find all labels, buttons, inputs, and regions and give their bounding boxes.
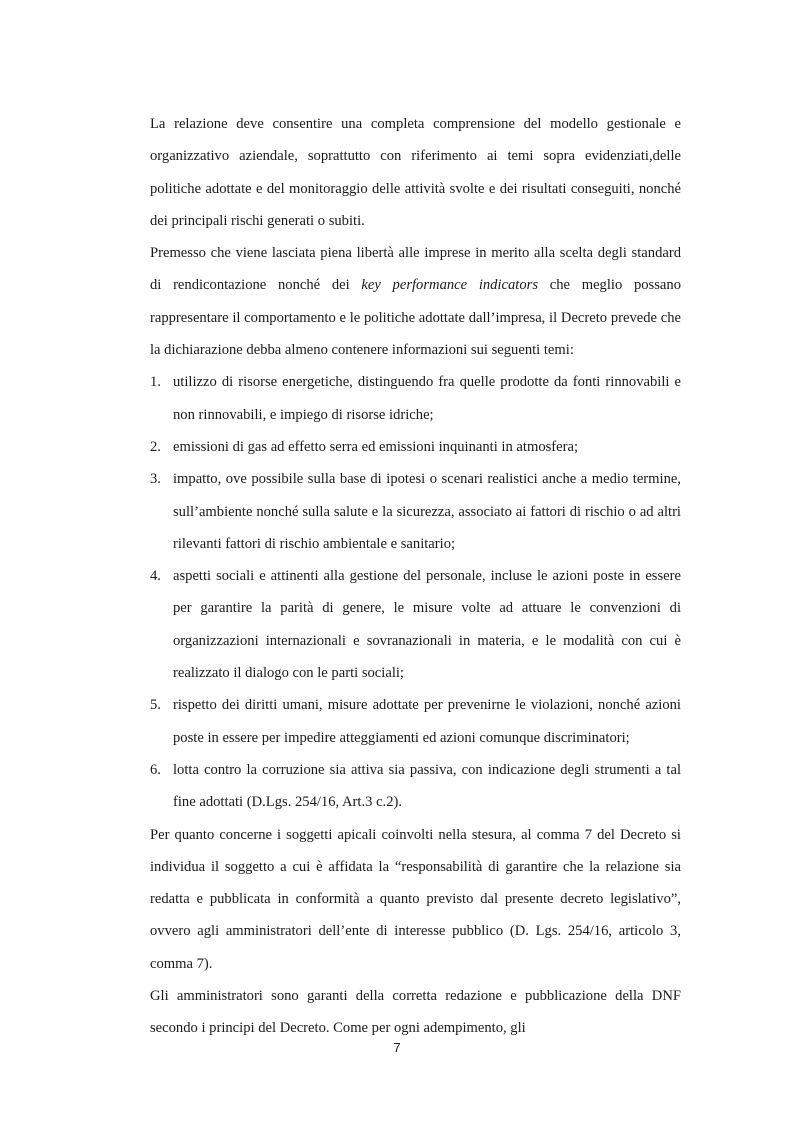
list-item-number: 4. xyxy=(150,568,161,585)
list-item-number: 5. xyxy=(150,697,161,714)
premise-text-start: Premesso che viene lasciata piena libertà alle imprese in merito alla scelta degli standard di rendicontazione nonché dei xyxy=(150,245,681,294)
list-item xyxy=(150,754,681,819)
paragraph-intro: La relazione deve consentire una completa comprensione del modello gestionale e organizzativo aziendale, soprattutto con riferimento ai temi sopra evidenziati,delle politiche adottate e del monitoraggio delle attività svolte e dei risultati conseguiti, nonché dei principali rischi generati o subiti. xyxy=(150,116,681,229)
list-item-text: lotta contro la corruzione sia attiva sia passiva, con indicazione degli strumenti a tal fine adottati (D.Lgs. 254/16, Art.3 c.2). xyxy=(173,761,681,811)
list-item xyxy=(150,366,681,431)
list-item-text: impatto, ove possibile sulla base di ipotesi o scenari realistici anche a medio termine, sull’ambiente nonché sulla salute e la sicurezza, associato ai fattori di rischio o ad altri rilevanti fattori di rischio ambientale e sanitario; xyxy=(173,471,681,552)
paragraph-premise xyxy=(150,237,681,366)
list-item-number: 2. xyxy=(150,438,161,455)
paragraph-apical-subjects: Per quanto concerne i soggetti apicali coinvolti nella stesura, al comma 7 del Decreto si individua il soggetto a cui è affidata la “responsabilità di garantire che la relazione sia redatta e pubblicata in conformità a quanto previsto dal presente decreto legislativo”, ovvero agli amministratori dell’ente di interesse pubblico (D. Lgs. 254/16, articolo 3, comma 7). xyxy=(150,826,681,972)
list-item-text: utilizzo di risorse energetiche, distinguendo fra quelle prodotte da fonti rinnovabili e non rinnovabili, e impiego di risorse idriche; xyxy=(173,374,681,423)
list-item-text: emissioni di gas ad effetto serra ed emissioni inquinanti in atmosfera; xyxy=(173,438,579,455)
paragraph-administrators: Gli amministratori sono garanti della corretta redazione e pubblicazione della DNF secondo i principi del Decreto. Come per ogni adempimento, gli xyxy=(150,988,681,1037)
list-item-number: 3. xyxy=(150,471,161,488)
list-item-number: 6. xyxy=(150,761,161,778)
list-item xyxy=(150,431,681,463)
list-item-text: aspetti sociali e attinenti alla gestione del personale, incluse le azioni poste in essere per garantire la parità di genere, le misure volte ad attuare le convenzioni di organizzazioni internazionali e sovranazionali in materia, e le modalità con cui è realizzato il dialogo con le parti sociali; xyxy=(173,568,681,682)
premise-kpi-emphasis: key performance indicators xyxy=(361,277,539,294)
document-page xyxy=(150,108,681,1045)
list-item-text: rispetto dei diritti umani, misure adottate per prevenirne le violazioni, nonché azioni poste in essere per impedire atteggiamenti ed azioni comunque discriminatori; xyxy=(173,697,681,746)
page-number: 7 xyxy=(393,1040,401,1055)
list-item xyxy=(150,560,681,689)
list-item xyxy=(150,463,681,560)
premise-text-end: che meglio possano rappresentare il comportamento e le politiche adottate dall’impresa, il Decreto prevede che la dichiarazione debba almeno contenere informazioni sui seguenti temi: xyxy=(150,277,681,359)
list-item xyxy=(150,689,681,754)
list-item-number: 1. xyxy=(150,374,161,391)
topics-list xyxy=(150,366,681,818)
